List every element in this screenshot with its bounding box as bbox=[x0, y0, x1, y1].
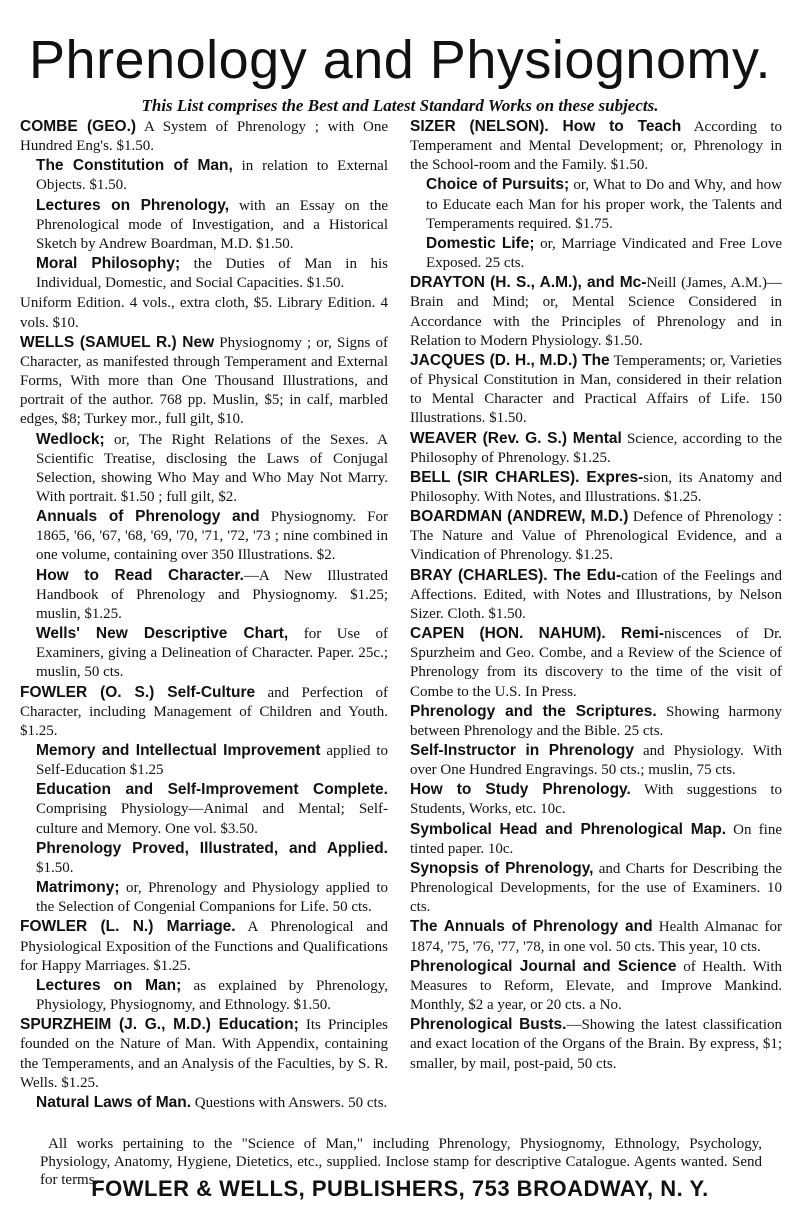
book-description: According to Temperament and Mental Development; or, Phrenology in the School-room and the Family. $1.50. bbox=[410, 119, 782, 174]
book-description: Uniform Edition. 4 vols., extra cloth, $5. Library Edition. 4 vols. $10. bbox=[20, 295, 388, 331]
book-entry bbox=[20, 566, 388, 624]
book-entry bbox=[410, 351, 782, 429]
book-description: Health Almanac for 1874, '75, '76, '77, '78, in one vol. 50 cts. This year, 10 cts. bbox=[410, 919, 782, 955]
book-entry bbox=[20, 254, 388, 293]
book-entry bbox=[410, 234, 782, 273]
book-description: —Showing the latest classification and exact location of the Organs of the Brain. By express, $1; smaller, by mail, post-paid, 50 cts. bbox=[410, 1017, 782, 1072]
book-description: $1.50. bbox=[36, 859, 74, 876]
book-description: in relation to External Objects. $1.50. bbox=[36, 158, 388, 194]
book-heading: DRAYTON (H. S., A.M.), and Mc- bbox=[410, 274, 647, 292]
book-heading: Matrimony; bbox=[36, 879, 120, 897]
book-description: or, Phrenology and Physiology applied to the Selection of Congenial Companions for Life. 50 cts. bbox=[36, 880, 388, 916]
book-heading: BOARDMAN (ANDREW, M.D.) bbox=[410, 508, 629, 526]
book-heading: Symbolical Head and Phrenological Map. bbox=[410, 820, 726, 838]
book-description: Showing harmony between Phrenology and the Bible. 25 cts. bbox=[410, 703, 782, 739]
book-heading: Moral Philosophy; bbox=[36, 255, 181, 273]
book-description: On fine tinted paper. 10c. bbox=[410, 821, 782, 857]
book-entry bbox=[20, 780, 388, 838]
book-entry bbox=[410, 117, 782, 175]
book-entry bbox=[20, 196, 388, 254]
book-description: sion, its Anatomy and Philosophy. With Notes, and Illustrations. $1.25. bbox=[410, 469, 782, 505]
book-entry bbox=[410, 1015, 782, 1073]
book-heading: BRAY (CHARLES). The Edu- bbox=[410, 566, 622, 584]
book-heading: The Annuals of Phrenology and bbox=[410, 918, 653, 936]
book-heading: JACQUES (D. H., M.D.) The bbox=[410, 351, 610, 369]
book-entry bbox=[410, 624, 782, 702]
book-entry bbox=[410, 820, 782, 859]
book-entry bbox=[20, 1015, 388, 1093]
page-title: Phrenology and Physiognomy. bbox=[29, 30, 771, 90]
book-description: —A New Illustrated Handbook of Phrenology and Physiognomy. $1.25; muslin, $1.25. bbox=[36, 567, 388, 622]
book-heading: Wedlock; bbox=[36, 430, 105, 448]
book-heading: Self-Instructor in Phrenology bbox=[410, 742, 635, 759]
book-entry bbox=[410, 702, 782, 741]
book-entry bbox=[410, 273, 782, 351]
book-heading: Phrenological Busts. bbox=[410, 1016, 567, 1034]
book-heading: Education and Self-Improvement Complete. bbox=[36, 781, 388, 799]
book-entry bbox=[410, 780, 782, 819]
book-heading: Choice of Pursuits; bbox=[426, 176, 570, 194]
book-description: Temperaments; or, Varieties of Physical Constitution in Man, considered in their relation to Mental Character and Practical Affairs of Life. 150 Illustrations. $1.50. bbox=[410, 352, 782, 427]
book-entry bbox=[410, 507, 782, 565]
book-entry bbox=[20, 878, 388, 917]
book-description: for Use of Examiners, giving a Delineation of Character. Paper. 25c.; muslin, 50 cts. bbox=[36, 626, 388, 681]
book-heading: Memory and Intellectual Improvement bbox=[36, 742, 321, 759]
book-heading: Domestic Life; bbox=[426, 234, 535, 252]
book-entry bbox=[20, 1093, 388, 1113]
book-heading: BELL (SIR CHARLES). Expres- bbox=[410, 468, 644, 486]
book-heading: SIZER (NELSON). How to Teach bbox=[410, 118, 682, 135]
book-entry bbox=[20, 293, 388, 332]
book-heading: Natural Laws of Man. bbox=[36, 1093, 192, 1111]
book-entry bbox=[20, 333, 388, 430]
book-heading: CAPEN (HON. NAHUM). Remi- bbox=[410, 625, 664, 643]
book-entry bbox=[410, 468, 782, 507]
book-entry bbox=[20, 156, 388, 195]
book-description: Its Principles founded on the Nature of Man. With Appendix, containing the Temperaments, and an Analysis of the Faculties, by S. R. Wells. $1.25. bbox=[20, 1017, 388, 1091]
book-description: applied to Self-Education $1.25 bbox=[36, 743, 388, 779]
book-entry bbox=[20, 741, 388, 780]
right-column bbox=[410, 117, 782, 1074]
book-description: with an Essay on the Phrenological mode of Investigation, and a Historical Sketch by Andrew Boardman, M.D. $1.50. bbox=[36, 197, 388, 252]
book-description: A System of Phrenology ; with One Hundred Eng's. $1.50. bbox=[20, 119, 388, 155]
book-description: With suggestions to Students, Works, etc. 10c. bbox=[410, 782, 782, 818]
book-description: as explained by Phrenology, Physiology, Physiognomy, and Ethnology. $1.50. bbox=[36, 977, 388, 1014]
book-entry bbox=[410, 429, 782, 468]
book-entry bbox=[410, 859, 782, 917]
book-entry bbox=[410, 741, 782, 780]
book-entry bbox=[20, 839, 388, 878]
book-description: cation of the Feelings and Affections. Edited, with Notes and Illustrations, by Nelson Sizer. Cloth. $1.50. bbox=[410, 567, 782, 622]
book-heading: Phrenology Proved, Illustrated, and Applied. bbox=[36, 839, 388, 857]
book-heading: Phrenological Journal and Science bbox=[410, 957, 677, 975]
book-description: Physiognomy. For 1865, '66, '67, '68, '69, '70, '71, '72, '73 ; nine combined in one volume, containing over 350 Illustrations. $2. bbox=[36, 509, 388, 564]
book-description: A Phrenological and Physiological Exposition of the Functions and Qualifications for Happy Marriages. $1.25. bbox=[20, 919, 388, 974]
book-heading: FOWLER (O. S.) Self-Culture bbox=[20, 683, 256, 701]
book-heading: How to Read Character. bbox=[36, 566, 244, 584]
book-description: or, What to Do and Why, and how to Educate each Man for his proper work, the Talents and Temperaments required. $1.75. bbox=[426, 177, 782, 232]
book-description: or, Marriage Vindicated and Free Love Exposed. 25 cts. bbox=[426, 235, 782, 272]
book-heading: Wells' New Descriptive Chart, bbox=[36, 625, 289, 643]
book-description: of Health. With Measures to Reform, Elevate, and Improve Mankind. Monthly, $2 a year, or 20 cts. a No. bbox=[410, 958, 782, 1014]
book-description: Defence of Phrenology : The Nature and Value of Phrenological Evidence, and a Vindication of Phrenology. $1.25. bbox=[410, 509, 782, 564]
book-heading: Synopsis of Phrenology, bbox=[410, 859, 594, 877]
book-heading: The Constitution of Man, bbox=[36, 157, 233, 175]
book-heading: Lectures on Man; bbox=[36, 976, 182, 994]
book-entry bbox=[20, 976, 388, 1015]
footer-note: All works pertaining to the "Science of Man," including Phrenology, Physiognomy, Ethnology, Psychology, Physiology, Anatomy, Hygiene, Dietetics, etc., supplied. Inclose stamp for descriptive Catalogue. Agents wanted. Send for terms. bbox=[40, 1136, 762, 1188]
book-entry bbox=[20, 917, 388, 975]
book-heading: WELLS (SAMUEL R.) New bbox=[20, 333, 215, 351]
left-column bbox=[20, 117, 388, 1113]
book-description: and Charts for Describing the Phrenological Developments, for the use of Examiners. 10 cts. bbox=[410, 860, 783, 916]
book-description: and Perfection of Character, including Management of Children and Youth. $1.25. bbox=[20, 684, 389, 739]
publisher-imprint: FOWLER & WELLS, PUBLISHERS, 753 BROADWAY, N. Y. bbox=[91, 1176, 709, 1201]
book-entry bbox=[410, 957, 782, 1015]
book-description: Neill (James, A.M.)—Brain and Mind; or, Mental Science Considered in Accordance with the Principles of Phrenology and in Relation to Modern Physiology. $1.50. bbox=[410, 275, 782, 349]
book-entry bbox=[20, 117, 388, 156]
book-description: Physiognomy ; or, Signs of Character, as manifested through Temperament and External Forms, With more than One Thousand Illustrations, and portrait of the author. 768 pp. Muslin, $5; in calf, marbled edges, $8; Turkey mor., full gilt, $10. bbox=[20, 334, 388, 428]
book-heading: FOWLER (L. N.) Marriage. bbox=[20, 918, 236, 936]
book-entry bbox=[410, 566, 782, 624]
book-description: the Duties of Man in his Individual, Domestic, and Social Capacities. $1.50. bbox=[36, 256, 388, 292]
book-description: niscences of Dr. Spurzheim and Geo. Combe, and a Review of the Science of Phrenology from its discovery to the time of the visit of Combe to the U.S. In Press. bbox=[410, 626, 783, 700]
book-heading: Phrenology and the Scriptures. bbox=[410, 702, 657, 720]
book-heading: Lectures on Phrenology, bbox=[36, 196, 230, 214]
book-entry bbox=[410, 917, 782, 956]
book-entry bbox=[20, 683, 388, 741]
book-description: Comprising Physiology—Animal and Mental; Self-culture and Memory. One vol. $3.50. bbox=[36, 801, 388, 837]
book-entry bbox=[20, 624, 388, 682]
page-subtitle: This List comprises the Best and Latest Standard Works on these subjects. bbox=[141, 96, 659, 115]
book-entry bbox=[410, 175, 782, 233]
book-description: and Physiology. With over One Hundred Engravings. 50 cts.; muslin, 75 cts. bbox=[410, 743, 782, 779]
book-heading: WEAVER (Rev. G. S.) Mental bbox=[410, 429, 622, 447]
book-heading: How to Study Phrenology. bbox=[410, 781, 631, 799]
book-entry bbox=[20, 507, 388, 565]
book-description: Questions with Answers. 50 cts. bbox=[191, 1094, 388, 1111]
book-description: Science, according to the Philosophy of Phrenology. $1.25. bbox=[410, 430, 782, 466]
book-description: or, The Right Relations of the Sexes. A Scientific Treatise, disclosing the Laws of Conjugal Selection, showing Who May and Who May Not Marry. With portrait. $1.50 ; full gilt, $2. bbox=[36, 431, 388, 505]
book-heading: Annuals of Phrenology and bbox=[36, 508, 260, 526]
book-heading: COMBE (GEO.) bbox=[20, 118, 137, 135]
book-entry bbox=[20, 430, 388, 508]
book-heading: SPURZHEIM (J. G., M.D.) Education; bbox=[20, 1016, 299, 1034]
